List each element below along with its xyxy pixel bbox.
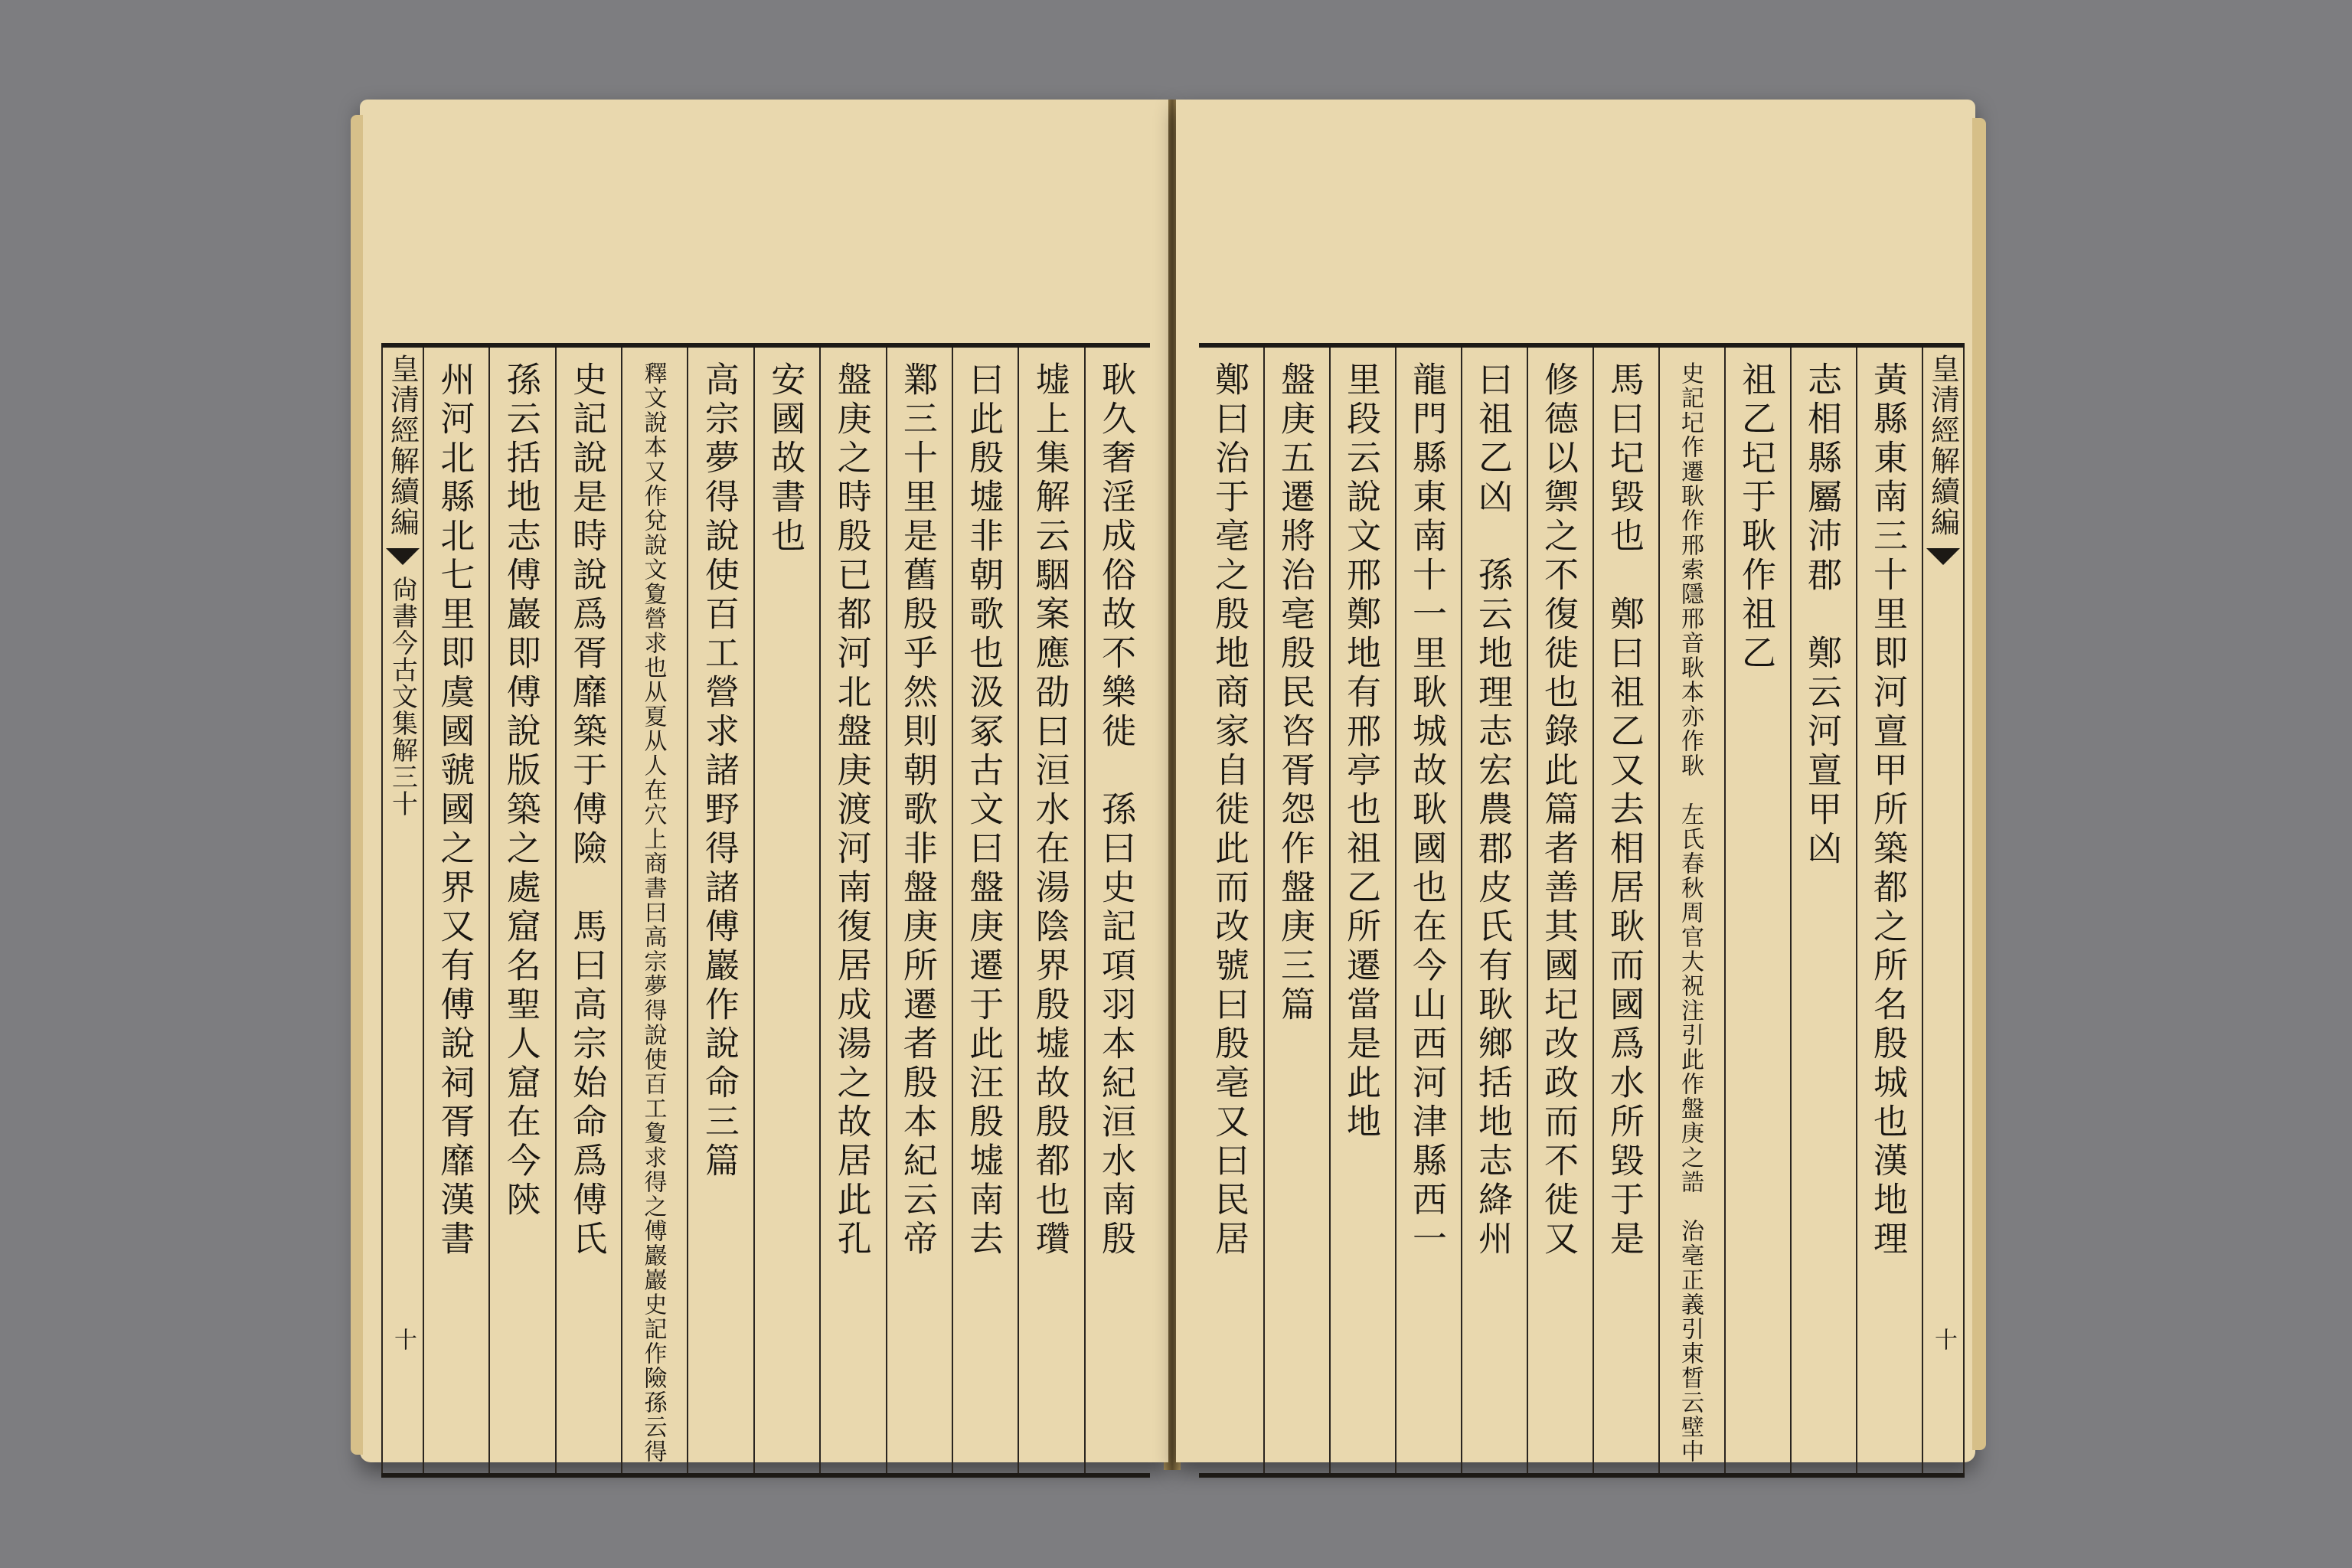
right-text-frame [1199, 343, 1965, 1478]
right-fold-title: 皇清經解續編 [1926, 354, 1960, 537]
text-column: 里段云說文邢鄭地有邢亭也祖乙所遷當是此地 [1329, 348, 1395, 1473]
open-book [360, 100, 1975, 1470]
text-column: 志相縣屬沛郡 鄭云河亶甲凶 [1790, 348, 1856, 1473]
right-fold-margin [1922, 348, 1965, 1473]
text-column: 鄭曰治于亳之殷地商家自徙此而改號曰殷亳又曰民居 [1209, 361, 1250, 1259]
left-fold-number: 十 [390, 1328, 416, 1351]
left-fold-title: 皇清經解續編 [385, 354, 420, 537]
text-column: 龍門縣東南十一里耿城故耿國也在今山西河津縣西一 [1395, 348, 1461, 1473]
text-column: 曰此殷墟非朝歌也汲冢古文曰盤庚遷于此汪殷墟南去 [952, 348, 1018, 1473]
text-column: 墟上集解云駰案應劭曰洹水在湯陰界殷墟故殷都也瓚 [1018, 348, 1083, 1473]
text-column: 耿久奢淫成俗故不樂徙 孫曰史記項羽本紀洹水南殷 [1084, 348, 1150, 1473]
text-column: 修德以禦之不復徙也錄此篇者善其國圮改政而不徙又 [1527, 348, 1592, 1473]
left-fold-margin [381, 348, 424, 1473]
text-column: 黃縣東南三十里即河亶甲所築都之所名殷城也漢地理 [1856, 348, 1922, 1473]
left-fold-subtitle: 尙書今古文集解三十 [387, 576, 418, 817]
right-page [1176, 100, 1975, 1462]
text-column: 曰祖乙凶 孫云地理志宏農郡皮氏有耿鄉括地志絳州 [1461, 348, 1527, 1473]
text-column: 史記說是時說爲胥靡築于傅險 馬曰高宗始命爲傅氏 [555, 348, 621, 1473]
left-page [360, 100, 1168, 1462]
annotation-column [621, 348, 687, 1473]
text-column: 盤庚五遷將治亳殷民咨胥怨作盤庚三篇 [1263, 348, 1329, 1473]
text-column: 馬曰圮毀也 鄭曰祖乙又去相居耿而國爲水所毀于是 [1592, 348, 1658, 1473]
small-annotation: 史記圮作遷耿作邢索隱邢音耿本亦作耿 左氏春秋周官大祝注引此作盤庚之誥 治亳正義引束晳云壁中 [1677, 361, 1704, 1464]
fish-tail-mark-icon [386, 548, 420, 565]
text-column: 安國故書也 [753, 348, 819, 1473]
text-column: 孫云括地志傅巖即傅說版築之處窟名聖人窟在今陝 [488, 348, 554, 1473]
text-column: 鄴三十里是舊殷乎然則朝歌非盤庚所遷者殷本紀云帝 [886, 348, 952, 1473]
page-edge-left [351, 115, 363, 1455]
left-columns [424, 348, 1150, 1473]
annotation-column [1658, 348, 1724, 1473]
text-column: 祖乙圮于耿作祖乙 [1724, 348, 1790, 1473]
fish-tail-mark-icon [1926, 548, 1960, 565]
text-column: 州河北縣北七里即虞國虢國之界又有傅說祠胥靡漢書 [434, 361, 475, 1259]
page-edge-right [1972, 118, 1986, 1450]
small-annotation: 釋文說本又作兌說文夐營求也从夏从人在穴上商書曰高宗夢得說使百工夐求得之傅巖巖史記作險孫云得 [639, 361, 667, 1464]
right-fold-number: 十 [1930, 1328, 1957, 1351]
text-column: 高宗夢得說使百工營求諸野得諸傅巖作說命三篇 [687, 348, 753, 1473]
left-text-frame [381, 343, 1150, 1478]
text-column: 盤庚之時殷已都河北盤庚渡河南復居成湯之故居此孔 [819, 348, 885, 1473]
right-columns [1199, 348, 1922, 1473]
